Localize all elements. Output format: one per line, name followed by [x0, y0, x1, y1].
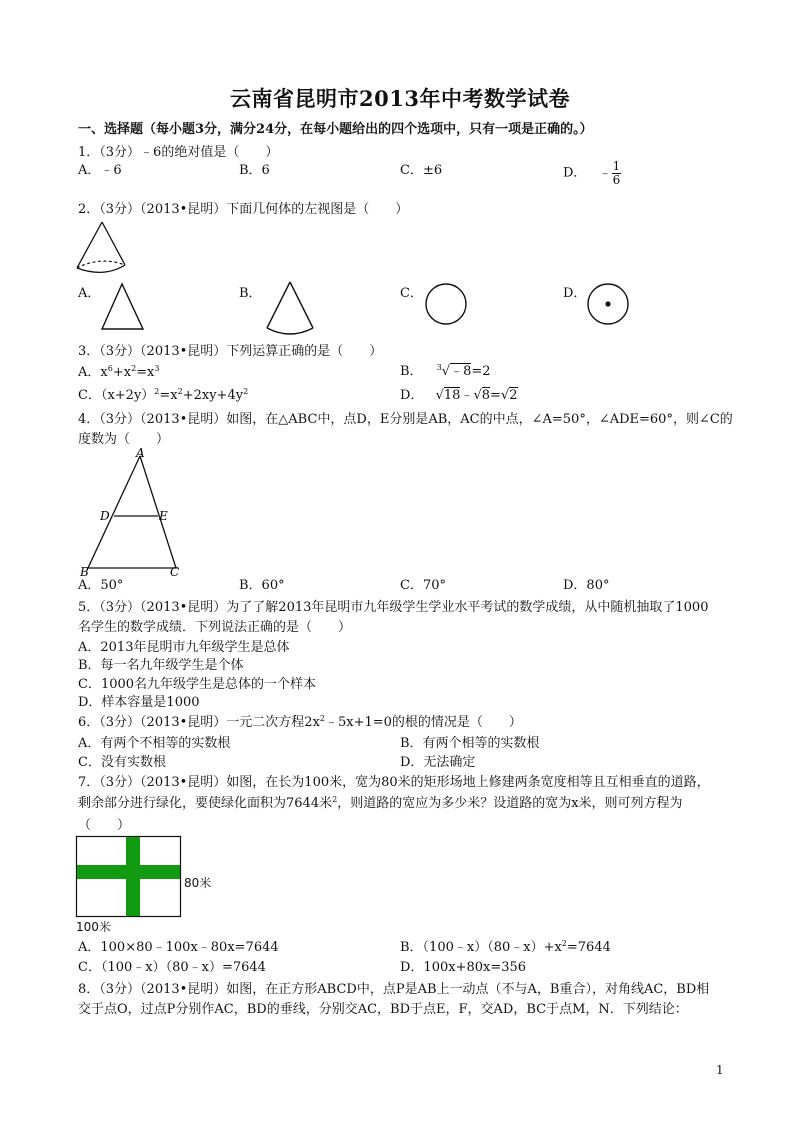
q2-circle-dot-view: [586, 282, 630, 326]
vertex-label-a: A: [136, 446, 145, 460]
q5-line-1: 5．（3分）（2013•昆明）为了了解2013年昆明市九年级学生学业水平考试的数学成绩，从中随机抽取了1000: [78, 600, 709, 615]
q1-option-d: D． ﹣ $\frac{1}{6}$: [563, 159, 621, 187]
q8-line-2: 交于点O，过点P分别作AC，BD的垂线，分别交AC，BD于点E，F，交AD，BC于点M，N．下列结论：: [78, 1002, 688, 1017]
vertex-label-c: C: [170, 565, 180, 579]
field-height-label: 80米: [184, 876, 212, 890]
q7-line-2: 剩余部分进行绿化，要使绿化面积为7644米$^2$，则道路的宽应为多少米？设道路的宽为x米，则可列方程为: [78, 795, 683, 811]
q4-line-2: 度数为（ ）: [78, 432, 170, 447]
q8-line-1: 8．（3分）（2013•昆明）如图，在正方形ABCD中，点P是AB上一动点（不与A，B重合），对角线AC，BD相: [78, 982, 710, 997]
q3-option-a: A．$x^6+x^2=x^3$: [78, 364, 160, 380]
q3-stem: 3．（3分）（2013•昆明）下列运算正确的是（ ）: [78, 344, 383, 359]
q3-option-d: D． √18﹣√8=√2: [400, 388, 518, 403]
q5-option-c: C．1000名九年级学生是总体的一个样本: [78, 677, 317, 692]
q2-stem: 2．（3分）（2013•昆明）下面几何体的左视图是（ ）: [78, 202, 409, 217]
q4-option-c: C．70°: [400, 578, 446, 593]
q5-option-a: A．2013年昆明市九年级学生是总体: [78, 640, 290, 655]
q4-option-b: B．60°: [239, 578, 285, 593]
q1-option-b: B．6: [239, 163, 270, 178]
q2-option-c: C．: [400, 286, 423, 301]
q2-option-b: B．: [239, 286, 262, 301]
q7-option-c: C．（100﹣x）（80﹣x）=7644: [78, 960, 266, 975]
q4-triangle-figure: [78, 448, 188, 578]
field-width-label: 100米: [76, 920, 111, 934]
page-number: 1: [716, 1063, 724, 1077]
q7-option-a: A．100×80﹣100x﹣80x=7644: [78, 940, 279, 955]
q7-option-d: D．100x+80x=356: [400, 960, 527, 975]
vertex-label-e: E: [159, 509, 168, 523]
page-title: 云南省昆明市2013年中考数学试卷: [230, 86, 570, 111]
section-heading: 一、选择题（每小题3分，满分24分，在每小题给出的四个选项中，只有一项是正确的。）: [78, 122, 593, 137]
q2-cone-figure: [74, 220, 134, 276]
q1-option-a: A．﹣6: [78, 163, 122, 178]
q2-option-a: A．: [78, 286, 101, 301]
q7-line-1: 7．（3分）（2013•昆明）如图，在长为100米，宽为80米的矩形场地上修建两条宽度相等且互相垂直的道路，: [78, 775, 710, 790]
q5-option-b: B．每一名九年级学生是个体: [78, 658, 244, 673]
vertex-label-d: D: [100, 509, 110, 523]
q5-option-d: D．样本容量是1000: [78, 695, 200, 710]
q6-option-b: B．有两个相等的实数根: [400, 736, 540, 751]
q7-line-3: （ ）: [78, 818, 131, 833]
q2-triangle-view: [100, 282, 145, 332]
q3-option-b: B． $^3$√﹣8=2: [400, 363, 491, 379]
q1-option-c: C．±6: [400, 163, 443, 178]
vertical-road: [126, 837, 140, 916]
fraction: $\frac{1}{6}$: [612, 159, 621, 187]
q6-option-d: D．无法确定: [400, 755, 476, 770]
q6-option-a: A．有两个不相等的实数根: [78, 736, 231, 751]
q3-option-c: C．$(x+2y)^2=x^2+2xy+4y^2$: [78, 387, 249, 403]
q6-stem: 6．（3分）（2013•昆明）一元二次方程$2x^2﹣5x+1=0$的根的情况是（ ）: [78, 714, 522, 730]
q2-circle-view: [424, 282, 468, 326]
q2-option-d: D．: [563, 286, 587, 301]
q2-sector-view: [262, 280, 322, 336]
vertex-label-b: B: [80, 565, 89, 579]
q5-line-2: 名学生的数学成绩．下列说法正确的是（ ）: [78, 620, 352, 635]
q4-line-1: 4．（3分）（2013•昆明）如图，在△ABC中，点D，E分别是AB，AC的中点，∠A=50°，∠ADE=60°，则∠C的: [78, 412, 733, 427]
q6-option-c: C．没有实数根: [78, 755, 166, 770]
q1-stem: 1．（3分）﹣6的绝对值是（ ）: [78, 145, 279, 160]
q4-option-d: D．80°: [563, 578, 610, 593]
q4-option-a: A．50°: [78, 578, 124, 593]
q7-option-b: B．$(100﹣x)(80﹣x)+x^2=7644$: [400, 939, 611, 955]
